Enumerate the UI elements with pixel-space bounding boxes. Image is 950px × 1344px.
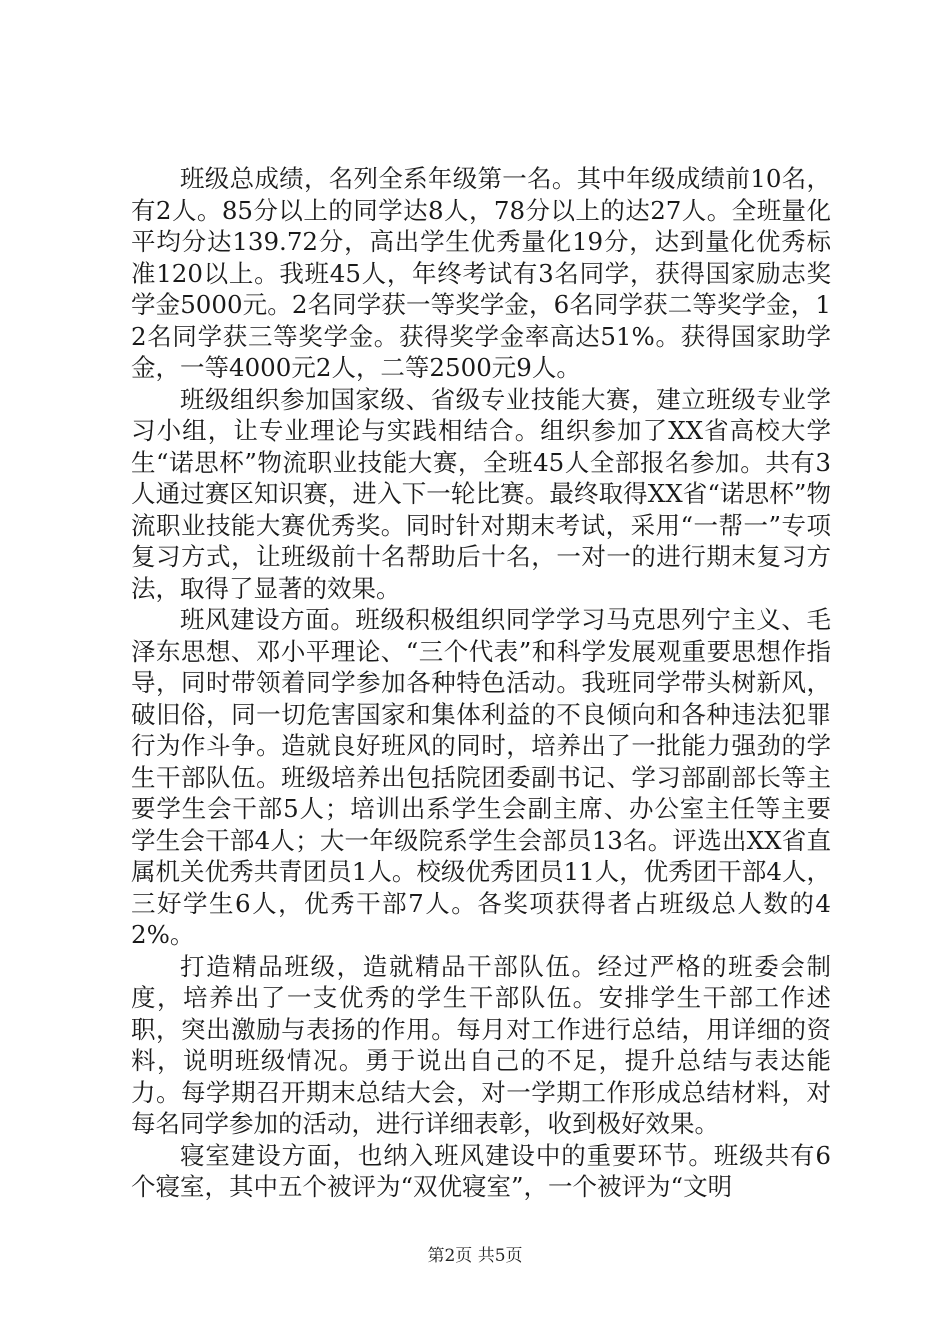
paragraph-skills-competition: 班级组织参加国家级、省级专业技能大赛，建立班级专业学习小组，让专业理论与实践相结合。组织参加了XX省高校大学生“诺思杯”物流职业技能大赛，全班45人全部报名参加。共有3人通过赛区知识赛，进入下一轮比赛。最终取得XX省“诺思杯”物流职业技能大赛优秀奖。同时针对期末考试，采用“一帮一”专项复习方式，让班级前十名帮助后十名，一对一的进行期末复习方法，取得了显著的效果。 <box>131 384 831 603</box>
paragraph-dormitory: 寝室建设方面，也纳入班风建设中的重要环节。班级共有6个寝室，其中五个被评为“双优寝室”，一个被评为“文明 <box>131 1140 831 1201</box>
paragraph-class-style: 班风建设方面。班级积极组织同学学习马克思列宁主义、毛泽东思想、邓小平理论、“三个代表”和科学发展观重要思想作指导，同时带领着同学参加各种特色活动。我班同学带头树新风，破旧俗，同一切危害国家和集体利益的不良倾向和各种违法犯罪行为作斗争。造就良好班风的同时，培养出了一批能力强劲的学生干部队伍。班级培养出包括院团委副书记、学习部副部长等主要学生会干部5人；培训出系学生会副主席、办公室主任等主要学生会干部4人；大一年级院系学生会部员13名。评选出XX省直属机关优秀共青团员1人。校级优秀团员11人，优秀团干部4人，三好学生6人，优秀干部7人。各奖项获得者占班级总人数的42%。 <box>131 605 831 949</box>
page-number-footer: 第2页 共5页 <box>427 1246 523 1266</box>
paragraph-cadre-team: 打造精品班级，造就精品干部队伍。经过严格的班委会制度，培养出了一支优秀的学生干部队伍。安排学生干部工作述职，突出激励与表扬的作用。每月对工作进行总结，用详细的资料，说明班级情况。勇于说出自己的不足，提升总结与表达能力。每学期召开期末总结大会，对一学期工作形成总结材料，对每名同学参加的活动，进行详细表彰，收到极好效果。 <box>131 951 831 1138</box>
document-body <box>131 163 831 1203</box>
paragraph-class-scores: 班级总成绩，名列全系年级第一名。其中年级成绩前10名，有2人。85分以上的同学达8人，78分以上的达27人。全班量化平均分达139.72分，高出学生优秀量化19分，达到量化优秀标准120以上。我班45人，年终考试有3名同学，获得国家励志奖学金5000元。2名同学获一等奖学金，6名同学获二等奖学金，12名同学获三等奖学金。获得奖学金率高达51%。获得国家助学金，一等4000元2人，二等2500元9人。 <box>131 164 831 382</box>
